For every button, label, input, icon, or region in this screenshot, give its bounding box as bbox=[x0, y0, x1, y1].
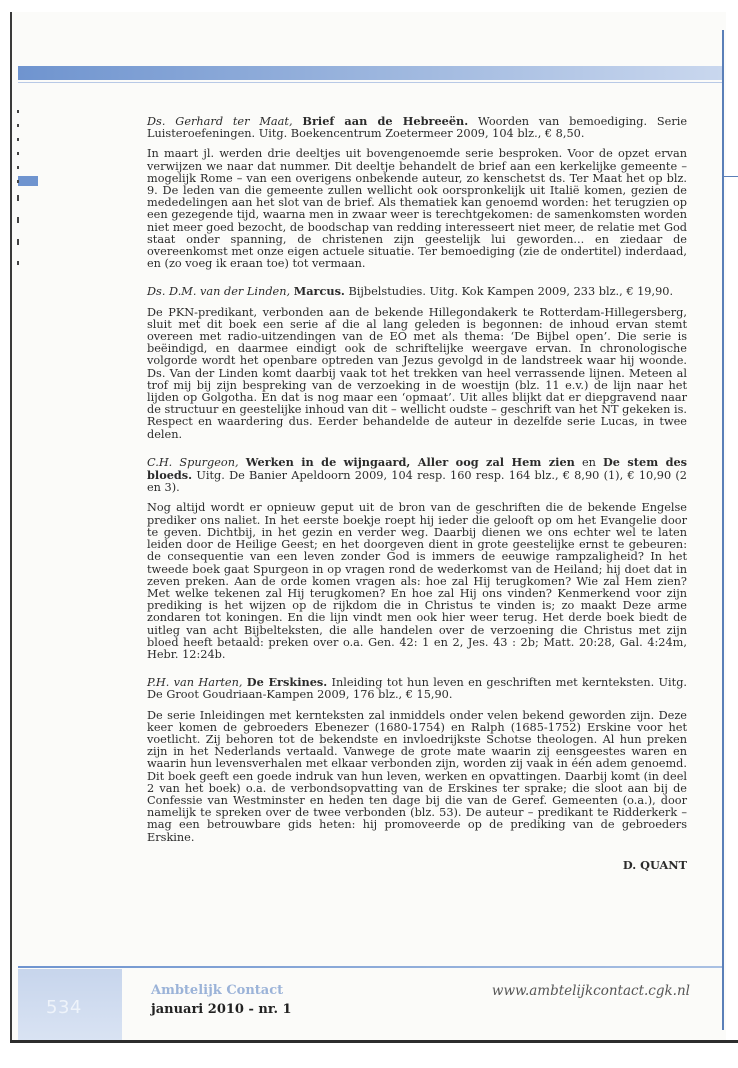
margin-marker bbox=[18, 176, 38, 186]
review-details: Woorden van bemoediging. Serie Luisteroefeningen. Uitg. Boekencentrum Zoetermeer 2009, 104 blz., € 8,50. bbox=[147, 115, 688, 141]
review-author: C.H. Spurgeon, bbox=[147, 455, 239, 469]
review-reference bbox=[147, 285, 687, 298]
review-column bbox=[147, 115, 687, 871]
page-edge-line bbox=[722, 30, 724, 1030]
review-author: P.H. van Harten, bbox=[147, 676, 243, 690]
review-title: Werken in de wijngaard, Aller oog zal Hem zien bbox=[245, 454, 575, 469]
review-body: De serie Inleidingen met kernteksten zal inmiddels onder velen bekend geworden zijn. Deze keer komen de gebroeders Ebenezer (1680-1754) en Ralph (1685-1752) Erskine voor het voetlicht. Zij behoren tot de bekendste en invloedrijkste Schotse theologen. Al hun preken zijn in het Nederlands vertaald. Vanwege de grote mate waarin zij eensgeestes waren en waarin hun levensverhalen met elkaar verbonden zijn, worden zij vaak in één adem genoemd. Dit boek geeft een goede indruk van hun leven, werken en opvattingen. Daarbij komt (in deel 2 van het boek) o.a. de verbondsopvatting van de Erskines ter sprake; die sloot aan bij de Confessie van Westminster en heden ten dage bij die van de Geref. Gemeenten (o.a.), door namelijk te spreken over de twee verbonden (blz. 53). De auteur – predikant te Ridderkerk – mag een betrouwbare gids heten: hij promoveerde op de prediking van de gebroeders Erskine. bbox=[147, 708, 687, 844]
scan-margin bbox=[0, 1040, 738, 1068]
review-title: Brief aan de Hebreeën. bbox=[302, 114, 469, 128]
review-body: In maart jl. werden drie deeltjes uit bovengenoemde serie besproken. Voor de opzet ervan verwijzen we naar dat nummer. Dit deeltje behandelt de brief aan een kerkelijke gemeente – mogelijk Rome – van een overigens onbekende auteur, zo kenschetst ds. Ter Maat het op blz. 9. De leden van die gemeente zullen wellicht ook oorspronkelijk uit Italië komen, gezien de mededelingen aan het slot van de brief. Als thematiek kan genoemd worden: het terugzien op een gezegende tijd, waarna men in zwaar weer is terechtgekomen: de samenkomsten worden niet meer goed bezocht, de boodschap van redding interesseert niet meer, de relatie met God staat onder spanning, de christenen zijn geestelijk lui geworden... en ziedaar de overeenkomst met onze eigen actuele situatie. Ter bemoediging (zie de ondertitel) inderdaad, en (zo voeg ik eraan toe) tot vermaan. bbox=[147, 147, 687, 271]
review-details: Bijbelstudies. Uitg. Kok Kampen 2009, 233 blz., € 19,90. bbox=[348, 285, 674, 299]
magazine-name: Ambtelijk Contact bbox=[151, 983, 284, 998]
review-author: Ds. D.M. van der Linden, bbox=[147, 285, 291, 299]
review-title: Marcus. bbox=[293, 284, 345, 299]
binding-marks bbox=[17, 110, 19, 190]
review-reference bbox=[147, 115, 687, 140]
footer-rule bbox=[18, 966, 722, 968]
review-details: Inleiding tot hun leven en geschriften met kernteksten. Uitg. De Groot Goudriaan-Kampen 2009, 176 blz., € 15,90. bbox=[147, 676, 688, 702]
binding-marks-lower bbox=[17, 195, 19, 265]
review-reference bbox=[147, 676, 687, 701]
page-number: 534 bbox=[46, 997, 82, 1018]
review-title-connector: en bbox=[581, 455, 596, 469]
magazine-issue: januari 2010 - nr. 1 bbox=[151, 1002, 292, 1017]
review-reference bbox=[147, 456, 687, 495]
header-band bbox=[18, 66, 722, 80]
review-title: De Erskines. bbox=[246, 675, 328, 690]
review-body: Nog altijd wordt er opnieuw geput uit de bron van de geschriften die de bekende Engelse prediker ons naliet. In het eerste boekje roept hij ieder die gelooft op om het Evangelie door te geven. Dichtbij, in het gezin en verder weg. Daarbij dienen we ons echter wel te laten leiden door de Heilige Geest; en het doorgeven dient in grote geestelijke ernst te gebeuren: de consequentie van een leven zonder God is immers de eeuwige rampzaligheid? In het tweede boek gaat Spurgeon in op vragen rond de wederkomst van de Heiland; hij doet dat in zeven preken. Aan de orde komen vragen als: hoe zal Hij terugkomen? Wie zal Hem zien? Met welke tekenen zal Hij terugkomen? En hoe zal Hij ons vinden? Kenmerkend voor zijn prediking is het wijzen op de rijkdom die in Christus te vinden is; zo maakt Deze arme zondaren tot koningen. En die lijn vindt men ook hier weer terug. Het derde boek biedt de uitleg van acht Bijbelteksten, die alle handelen over de verzoening die Christus met zijn bloed heeft betaald: preken over o.a. Gen. 42: 1 en 2, Jes. 43 : 2b; Matt. 20:28, Gal. 4:24m, Hebr. 12:24b. bbox=[147, 501, 687, 661]
scan-edge bbox=[10, 1040, 738, 1043]
review-title-second: De stem des bloeds. bbox=[147, 454, 688, 483]
reviewer-signature: D. QUANT bbox=[622, 857, 687, 872]
review-details: Uitg. De Banier Apeldoorn 2009, 104 resp. 160 resp. 164 blz., € 8,90 (1), € 10,90 (2 en 3). bbox=[147, 469, 687, 495]
website-url: www.ambtelijkcontact.cgk.nl bbox=[491, 983, 690, 999]
review-author: Ds. Gerhard ter Maat, bbox=[147, 115, 293, 128]
header-band-rule bbox=[18, 82, 722, 83]
page-edge-tick bbox=[724, 176, 738, 177]
review-body: De PKN-predikant, verbonden aan de bekende Hillegondakerk te Rotterdam-Hillegersberg, sluit met dit boek een serie af die al lang geleden is begonnen: de inhoud ervan stemt overeen met radio-uitzendingen van de EO met als thema: ‘De Bijbel open’. Die serie is beëindigd, en daarmee eindigt ook de schriftelijke weergave ervan. In chronologische volgorde wordt het openbare optreden van Jezus gevolgd in de landstreek waar hij woonde. Ds. Van der Linden komt daarbij vaak tot het trekken van heel verrassende lijnen. Meteen al trof mij bij zijn bespreking van de verzoeking in de woestijn (blz. 11 e.v.) de lijn naar het lijden op Golgotha. En dat is nog maar een ‘opmaat’. Uit alles blijkt dat er diepgravend naar de structuur en geestelijke inhoud van dit – wellicht oudste – geschrift van het NT gekeken is. Respect en waardering dus. Eerder behandelde de auteur in dezelfde serie Lucas, in twee delen. bbox=[147, 305, 687, 441]
